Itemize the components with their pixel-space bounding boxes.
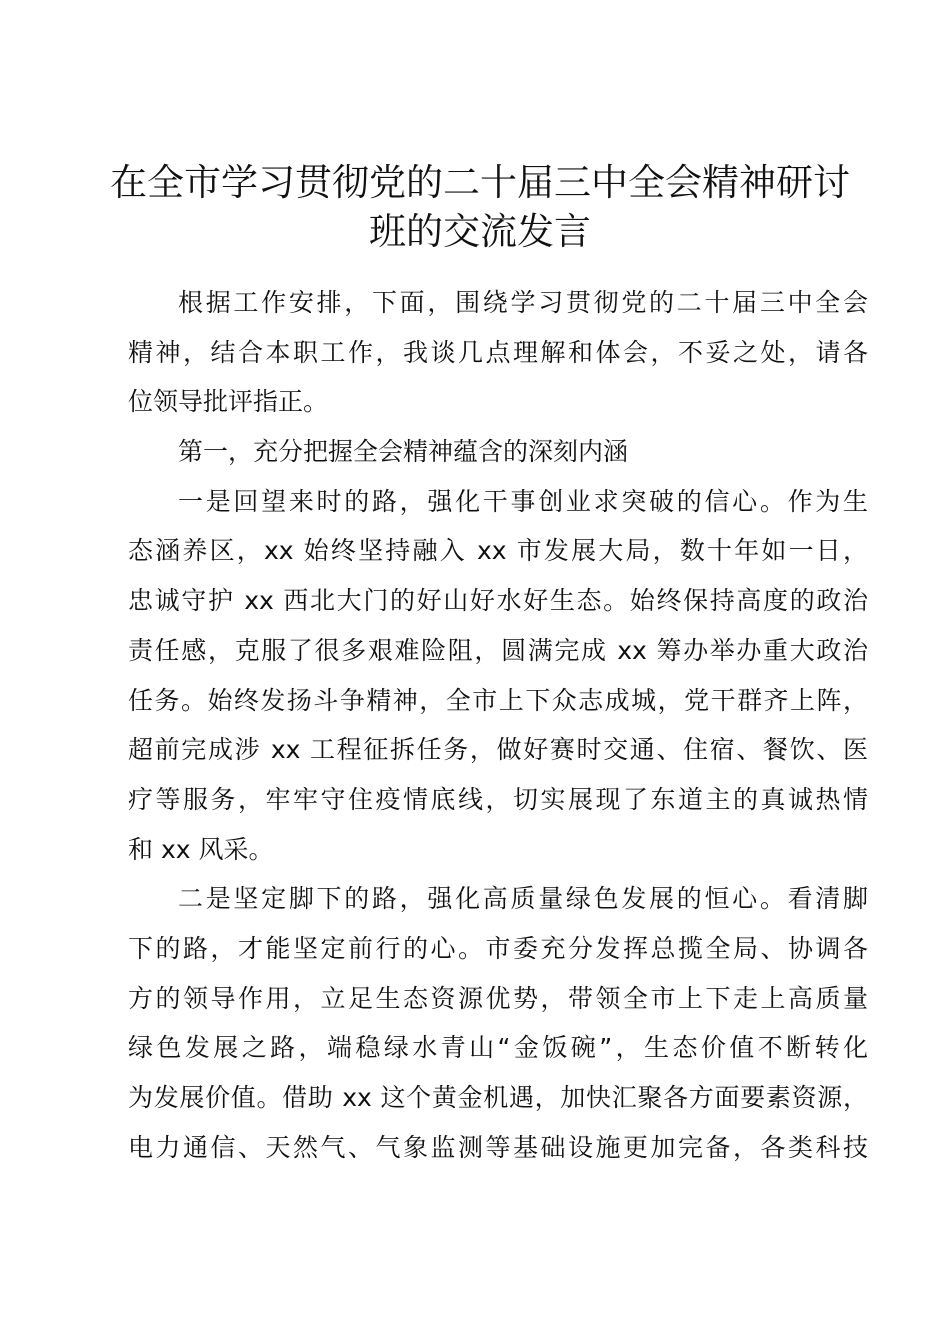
paragraph-4-line-5: 为发展价值。借助 xx 这个黄金机遇，加快汇聚各方面要素资源， (128, 1083, 868, 1112)
paragraph-4-line-2: 下的路，才能坚定前行的心。市委充分发挥总揽全局、协调各 (128, 933, 868, 963)
paragraph-3-line-2: 态涵养区，xx 始终坚持融入 xx 市发展大局，数十年如一日， (128, 536, 868, 566)
paragraph-1-line-2: 精神，结合本职工作，我谈几点理解和体会，不妥之处，请各 (128, 337, 868, 367)
document-title-line-1: 在全市学习贯彻党的二十届三中全会精神研讨 (110, 161, 850, 204)
paragraph-4-line-1: 二是坚定脚下的路，强化高质量绿色发展的恒心。看清脚 (178, 884, 868, 914)
paragraph-3-line-5: 任务。始终发扬斗争精神，全市上下众志成城，党干群齐上阵， (128, 685, 868, 715)
document-title-line-2: 班的交流发言 (369, 210, 591, 253)
section-heading: 第一，充分把握全会精神蕴含的深刻内涵 (178, 437, 629, 467)
paragraph-4-line-3: 方的领导作用，立足生态资源优势，带领全市上下走上高质量 (128, 983, 868, 1013)
paragraph-1-line-3: 位领导批评指正。 (128, 387, 329, 417)
paragraph-1-line-1: 根据工作安排，下面，围绕学习贯彻党的二十届三中全会 (178, 288, 868, 317)
paragraph-3-line-7: 疗等服务，牢牢守住疫情底线，切实展现了东道主的真诚热情 (128, 784, 868, 814)
paragraph-3-line-3: 忠诚守护 xx 西北大门的好山好水好生态。始终保持高度的政治 (128, 586, 868, 616)
paragraph-3-line-6: 超前完成涉 xx 工程征拆任务，做好赛时交通、住宿、餐饮、医 (128, 735, 868, 765)
paragraph-3-line-1: 一是回望来时的路，强化干事创业求突破的信心。作为生 (178, 486, 868, 516)
document-body (128, 278, 868, 1172)
paragraph-3-line-8: 和 xx 风采。 (128, 834, 274, 864)
paragraph-4-line-4: 绿色发展之路，端稳绿水青山“金饭碗”，生态价值不断转化 (128, 1033, 868, 1063)
paragraph-4-line-6: 电力通信、天然气、气象监测等基础设施更加完备，各类科技 (128, 1132, 868, 1162)
paragraph-3-line-4: 责任感，克服了很多艰难险阻，圆满完成 xx 筹办举办重大政治 (128, 635, 868, 665)
